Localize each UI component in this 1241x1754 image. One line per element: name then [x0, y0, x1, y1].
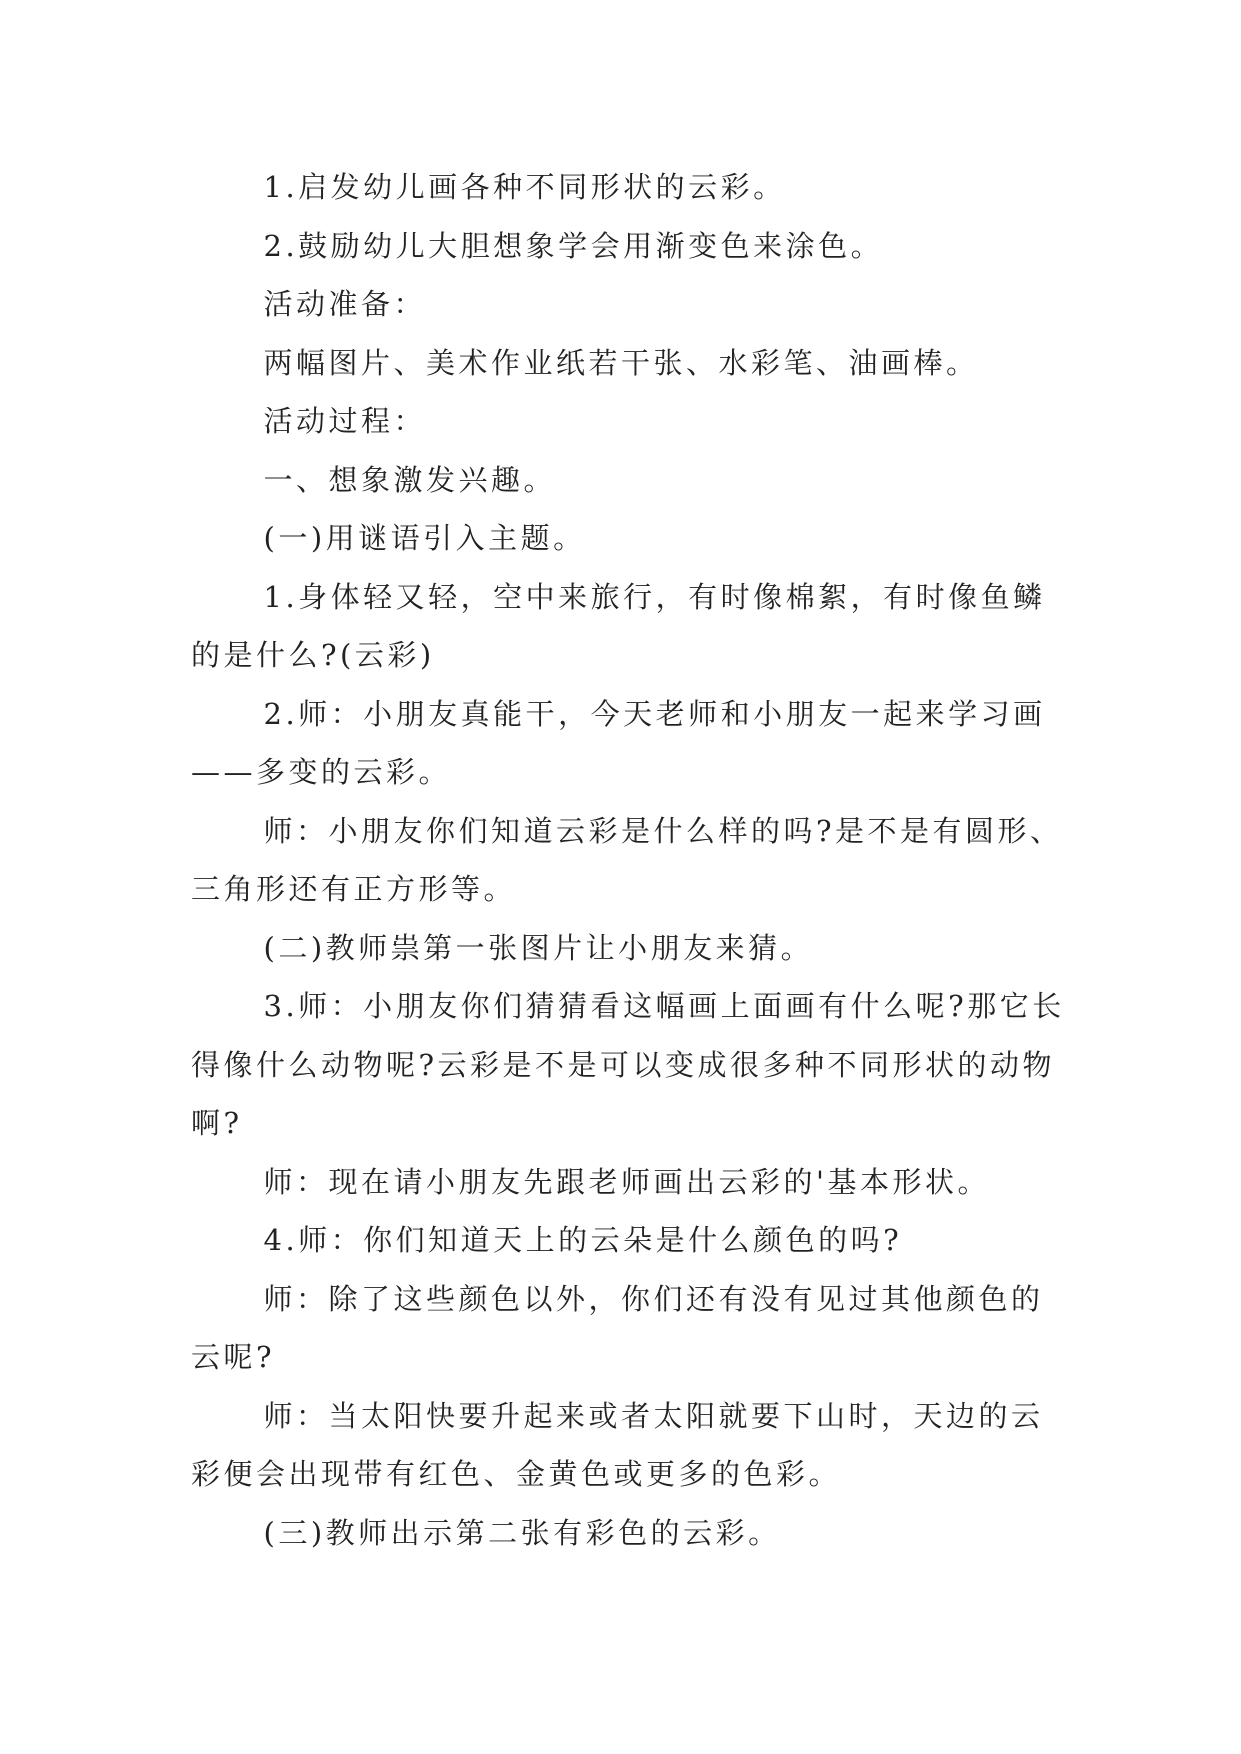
paragraph: 两幅图片、美术作业纸若干张、水彩笔、油画棒。 [263, 345, 979, 380]
paragraph: 师：当太阳快要升起来或者太阳就要下山时，天边的云彩便会出现带有红色、金黄色或更多的色彩。 [191, 1398, 1044, 1491]
subsection-heading: (一)用谜语引入主题。 [263, 521, 586, 555]
subsection-heading: (三)教师出示第二张有彩色的云彩。 [263, 1515, 781, 1550]
document-body [191, 158, 1071, 1562]
subsection-heading: 一、想象激发兴趣。 [263, 462, 557, 497]
paragraph: 师：除了这些颜色以外，你们还有没有见过其他颜色的云呢? [191, 1281, 1044, 1374]
paragraph: 1.身体轻又轻，空中来旅行，有时像棉絮，有时像鱼鳞的是什么?(云彩) [191, 579, 1046, 672]
subsection-heading: (二)教师祟第一张图片让小朋友来猜。 [263, 930, 814, 965]
paragraph: 2.鼓励幼儿大胆想象学会用渐变色来涂色。 [263, 228, 884, 263]
section-heading: 活动过程： [263, 404, 427, 438]
paragraph: 4.师：你们知道天上的云朵是什么颜色的吗? [263, 1223, 903, 1257]
paragraph: 师：现在请小朋友先跟老师画出云彩的'基本形状。 [263, 1164, 990, 1199]
paragraph: 师：小朋友你们知道云彩是什么样的吗?是不是有圆形、三角形还有正方形等。 [191, 813, 1063, 906]
paragraph: 1.启发幼儿画各种不同形状的云彩。 [263, 170, 786, 204]
section-heading: 活动准备： [263, 287, 427, 321]
paragraph: 3.师：小朋友你们猜猜看这幅画上面画有什么呢?那它长得像什么动物呢?云彩是不是可以变成很多种不同形状的动物啊? [191, 989, 1065, 1140]
paragraph: 2.师：小朋友真能干，今天老师和小朋友一起来学习画——多变的云彩。 [191, 696, 1046, 789]
